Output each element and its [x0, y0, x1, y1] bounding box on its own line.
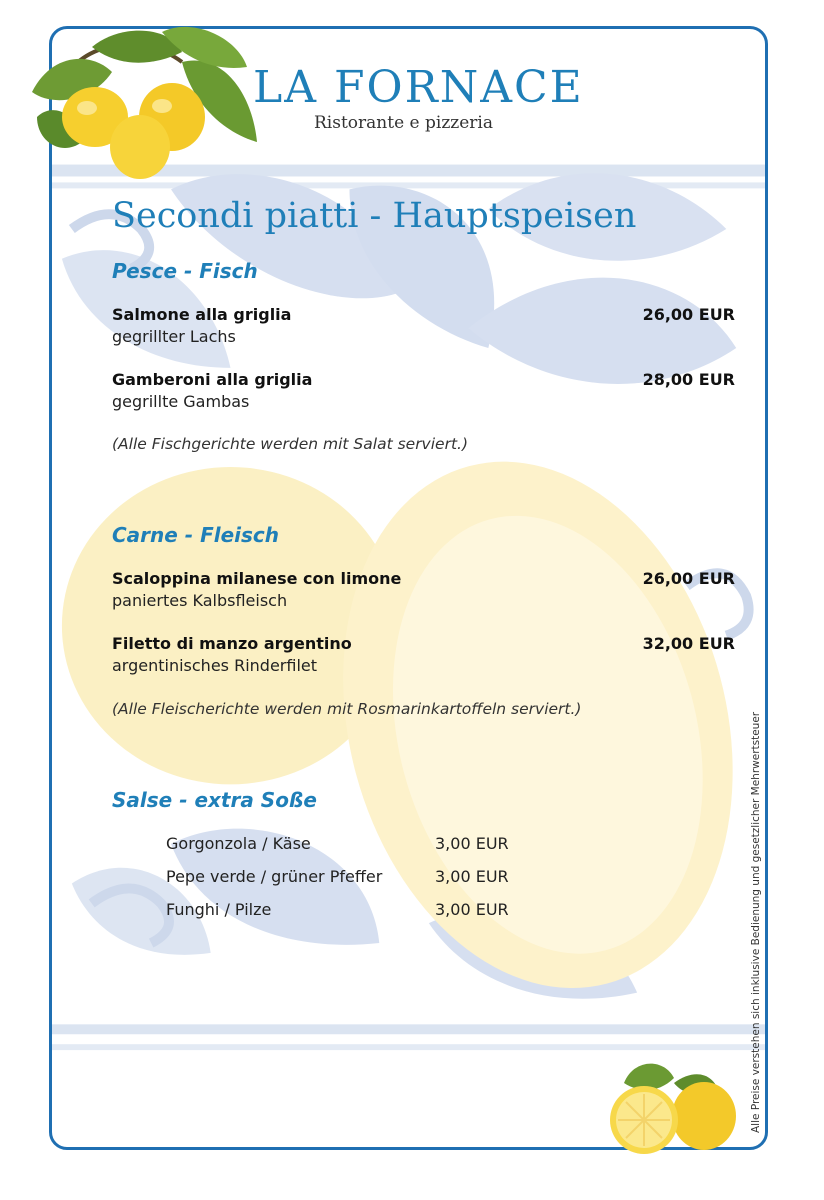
lemon-branch-icon — [22, 22, 262, 187]
price-note: Alle Preise verstehen sich inklusive Bedienung und gesetzlicher Mehrwertsteuer — [750, 711, 762, 1133]
category-meat: Carne - Fleisch — [112, 523, 280, 547]
menu-frame — [49, 26, 768, 1150]
dish-price: 26,00 EUR — [642, 305, 735, 324]
sauce-price: 3,00 EUR — [435, 900, 509, 919]
dish-name: Filetto di manzo argentino — [112, 634, 352, 653]
category-sauces: Salse - extra Soße — [112, 788, 317, 812]
dish-description: paniertes Kalbsfleisch — [112, 591, 288, 610]
dish-description: gegrillte Gambas — [112, 392, 250, 411]
restaurant-subtitle: Ristorante e pizzeria — [314, 113, 493, 133]
sauce-price: 3,00 EUR — [435, 834, 509, 853]
fish-note: (Alle Fischgerichte werden mit Salat serviert.) — [112, 435, 469, 453]
dish-price: 26,00 EUR — [642, 569, 735, 588]
dish-name: Gamberoni alla griglia — [112, 370, 313, 389]
dish-description: gegrillter Lachs — [112, 327, 236, 346]
page-title: Secondi piatti - Hauptspeisen — [112, 196, 637, 236]
dish-name: Salmone alla griglia — [112, 305, 292, 324]
dish-price: 32,00 EUR — [642, 634, 735, 653]
meat-note: (Alle Fleischerichte werden mit Rosmarinkartoffeln serviert.) — [112, 700, 582, 718]
sauce-price: 3,00 EUR — [435, 867, 509, 886]
dish-price: 28,00 EUR — [642, 370, 735, 389]
sauce-name: Funghi / Pilze — [166, 900, 272, 919]
dish-name: Scaloppina milanese con limone — [112, 569, 402, 588]
dish-description: argentinisches Rinderfilet — [112, 656, 318, 675]
sauce-name: Pepe verde / grüner Pfeffer — [166, 867, 383, 886]
lemons-icon — [604, 1058, 744, 1158]
sauce-name: Gorgonzola / Käse — [166, 834, 311, 853]
restaurant-name: LA FORNACE — [253, 62, 584, 113]
category-fish: Pesce - Fisch — [112, 259, 258, 283]
